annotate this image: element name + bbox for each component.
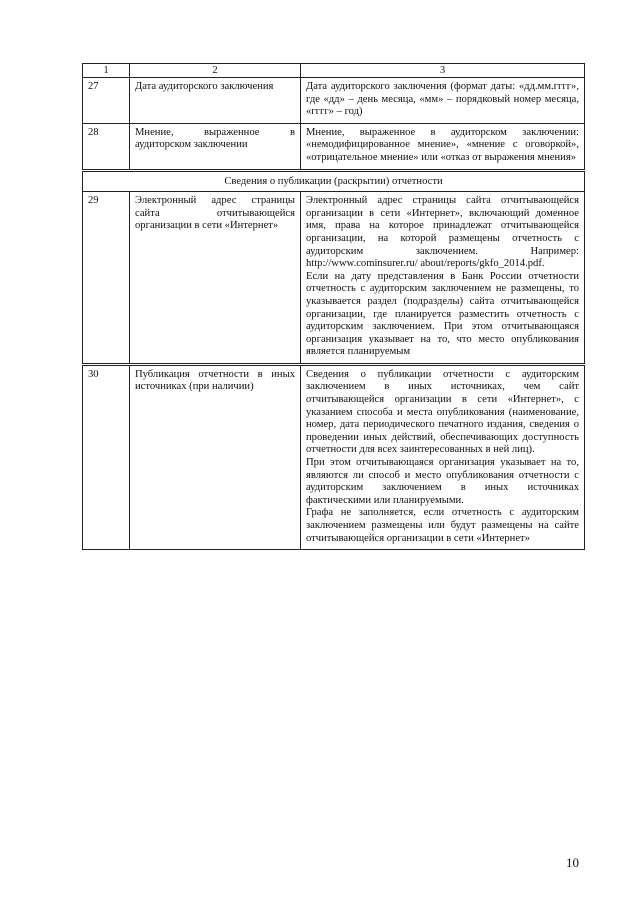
table-row bbox=[83, 123, 585, 170]
table-row bbox=[83, 364, 585, 549]
header-cell-2: 2 bbox=[130, 64, 301, 78]
document-table bbox=[82, 63, 585, 550]
description-paragraph: Графа не заполняется, если отчетность с аудиторским заключением размещены или будут размещены на сайте отчитывающейся организации в сети «Интернет» bbox=[306, 507, 579, 544]
row-number: 27 bbox=[83, 78, 130, 124]
row-number: 30 bbox=[83, 364, 130, 549]
header-cell-1: 1 bbox=[83, 64, 130, 78]
description-paragraph: Если на дату представления в Банк России отчетности отчетность с аудиторским заключением не размещены, то указывается раздел (подразделы) сайта отчитывающейся организации, где планируется разместить отчетность с аудиторским заключением. При этом отчитывающаяся организация указывает на то, что место опубликования является планируемым bbox=[306, 270, 579, 358]
field-name: Электронный адрес страницы сайта отчитывающейся организации в сети «Интернет» bbox=[130, 192, 301, 365]
field-description bbox=[301, 78, 585, 124]
description-paragraph: Мнение, выраженное в аудиторском заключении: «немодифицированное мнение», «мнение с оговоркой», «отрицательное мнение» или «отказ от выражения мнения» bbox=[306, 126, 579, 163]
row-number: 28 bbox=[83, 123, 130, 170]
table-row bbox=[83, 78, 585, 124]
description-paragraph: Электронный адрес страницы сайта отчитывающейся организации в сети «Интернет», включающий доменное имя, права на которое принадлежат отчитывающейся организации, на которой размещены отчетность с аудиторским заключением. Например: http://www.cominsurer.ru/ about/reports/gkfo_2014.pdf. bbox=[306, 195, 579, 270]
table-row bbox=[83, 192, 585, 365]
field-description bbox=[301, 192, 585, 365]
row-number: 29 bbox=[83, 192, 130, 365]
description-paragraph: При этом отчитывающаяся организация указывает на то, являются ли способ и место опубликования отчетности с аудиторским заключением в иных источниках фактическими или планируемыми. bbox=[306, 457, 579, 506]
field-description bbox=[301, 364, 585, 549]
description-paragraph: Сведения о публикации отчетности с аудиторским заключением в иных источниках, чем сайт отчитывающейся организации в сети «Интернет», с указанием способа и места опубликования (наименование, номер, дата периодического печатного издания, сведения о проведении иных действий, обеспечивающих доступность отчетности для всех заинтересованных в ней лиц). bbox=[306, 368, 579, 456]
description-paragraph: Дата аудиторского заключения (формат даты: «дд.мм.гггг», где «дд» – день месяца, «мм» – порядковый номер месяца, «гггг» – год) bbox=[306, 81, 579, 118]
field-name: Мнение, выраженное в аудиторском заключении bbox=[130, 123, 301, 170]
table-header-row bbox=[83, 64, 585, 78]
section-row bbox=[83, 170, 585, 192]
field-description bbox=[301, 123, 585, 170]
field-name: Публикация отчетности в иных источниках (при наличии) bbox=[130, 364, 301, 549]
page-number: 10 bbox=[566, 855, 579, 870]
field-name: Дата аудиторского заключения bbox=[130, 78, 301, 124]
header-cell-3: 3 bbox=[301, 64, 585, 78]
section-title: Сведения о публикации (раскрытии) отчетности bbox=[83, 170, 585, 192]
